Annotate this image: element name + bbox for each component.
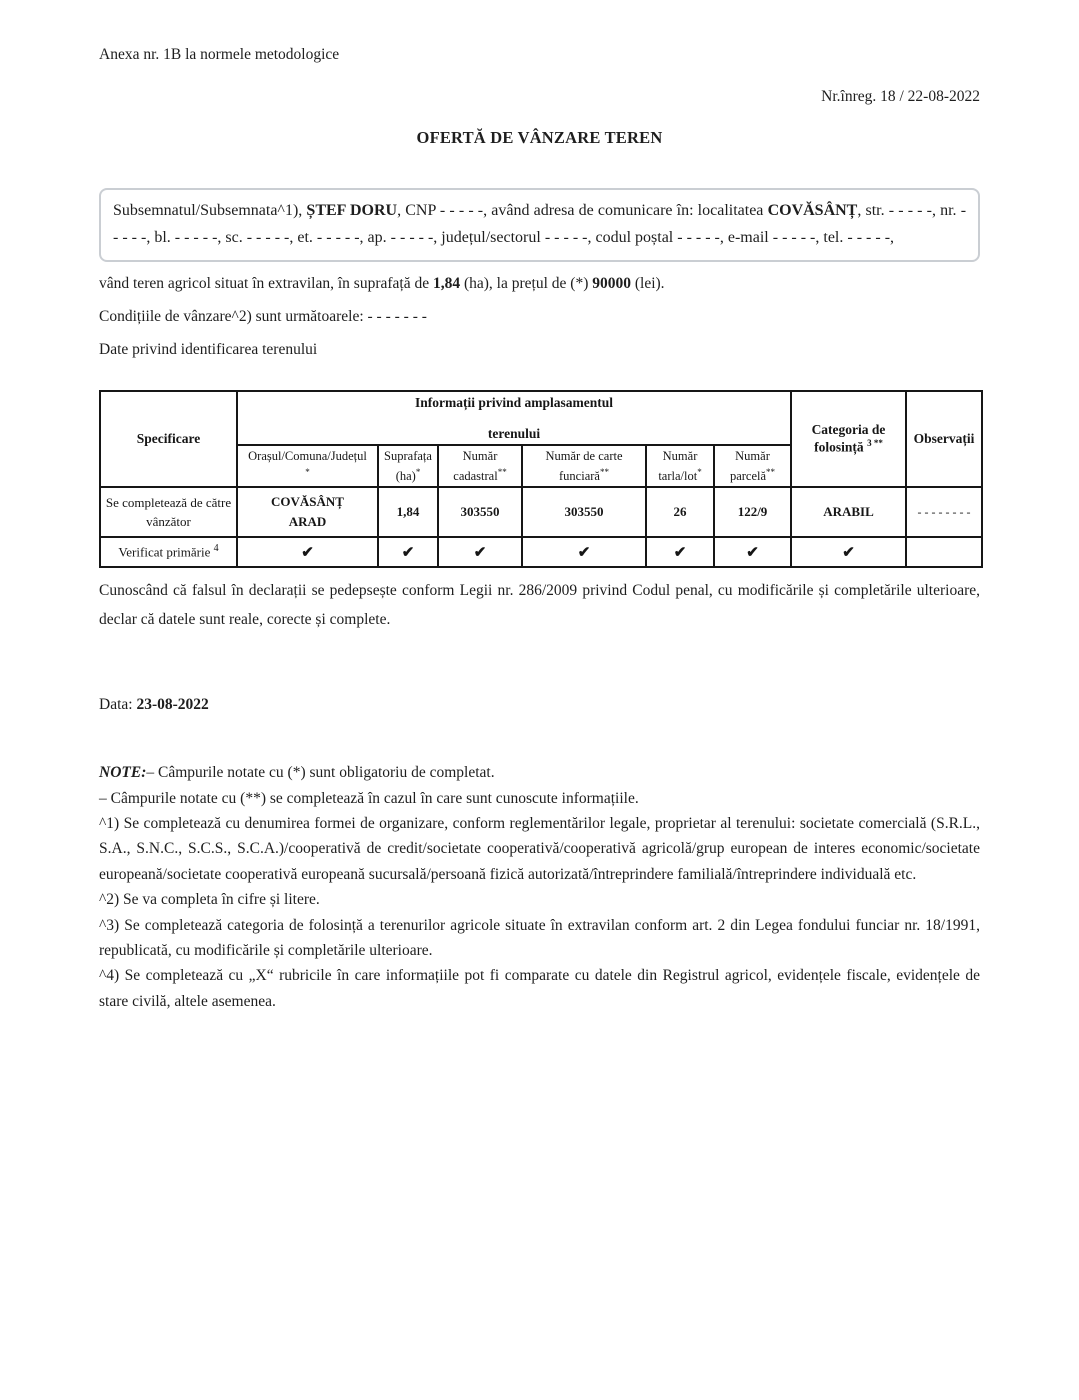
intro-seg3: , str. - - - - -, nr. - - - - -, bl. - - - - -, sc. - - - - -, et. - - - - -, ap. - - - - -, județul/sectorul - - - - -, codul poștal - - - - -, e-mail - - - - -, tel. - - - - -, <box>113 202 967 246</box>
subheader-oras-line2 <box>242 464 373 484</box>
note-4-rubrici: ^4) Se completează cu „X“ rubricile în care informațiile pot fi comparate cu datele din Registrul agricol, evidențele fiscale, evidențele de stare civilă, altele asemenea. <box>99 967 980 1010</box>
sale-seg2: (ha), la prețul de (*) <box>460 275 593 292</box>
note-1-organization: ^1) Se completează cu denumirea formei de organizare, conform reglementărilor legale, proprietar al terenului: societate comercială (S.R.L., S.A., S.N.C., S.C.S., S.C.A.)/cooperativă de credit/societate cooperativă/cooperativă agricolă/grup european de interes economic/societate europeană/societate cooperativă europeană sucursală/persoană fizică autorizată/întreprindere familială/întreprindere individuală etc. <box>99 814 980 883</box>
declarant-locality: COVĂSÂNȚ <box>767 202 858 219</box>
cell-parcela-value: 122/9 <box>714 487 791 537</box>
subheader-suprafata-superscript: * <box>415 467 421 477</box>
subheader-parcela-line1: Număr <box>735 449 770 463</box>
subheader-oras-superscript: * <box>305 467 310 477</box>
subheader-cadastral-text: cadastral <box>453 469 498 484</box>
verify-label-superscript: 4 <box>213 543 219 555</box>
subheader-cadastral-superscript: ** <box>497 467 507 477</box>
declarant-paragraph <box>113 197 966 251</box>
subheader-carte-superscript: ** <box>599 467 609 477</box>
table-header-row <box>100 391 982 445</box>
intro-seg1: Subsemnatul/Subsemnata^1), <box>113 202 307 219</box>
cell-observatii-value: - - - - - - - - <box>906 487 982 537</box>
header-info-group <box>237 391 791 445</box>
subheader-suprafata <box>378 445 438 487</box>
subheader-oras-line1: Orașul/Comuna/Județul <box>248 449 367 463</box>
declarant-box <box>99 188 980 262</box>
note-title: NOTE: <box>99 764 147 782</box>
cell-locality-line1: COVĂSÂNȚ <box>271 494 344 510</box>
header-categoria-superscript: 3 ** <box>867 438 883 449</box>
note-obligatory-text: – Câmpurile notate cu (*) sunt obligatoriu de completat. <box>146 764 495 782</box>
subheader-tarla-text: tarla/lot <box>658 469 698 484</box>
legal-declaration: Cunoscând că falsul în declarații se pedepsește conform Legii nr. 286/2009 privind Codul penal, cu modificările și completările ulterioare, declar că datele sunt reale, corecte și complete. <box>99 582 980 628</box>
land-identification-table <box>99 390 983 568</box>
cell-tarla-value: 26 <box>646 487 714 537</box>
sale-conditions: Condițiile de vânzare^2) sunt următoarele: - - - - - - - <box>99 308 427 325</box>
subheader-cadastral <box>438 445 522 487</box>
subheader-tarla <box>646 445 714 487</box>
subheader-parcela <box>714 445 791 487</box>
subheader-oras <box>237 445 378 487</box>
sale-seg1: vând teren agricol situat în extravilan, în suprafață de <box>99 275 433 292</box>
subheader-cadastral-line1: Număr <box>462 449 498 463</box>
sale-price-value: 90000 <box>592 275 631 292</box>
header-info-line2: terenului <box>487 425 541 441</box>
check-mark-parcela: ✔ <box>714 537 791 567</box>
intro-seg2: , CNP - - - - -, având adresa de comunicare în: localitatea <box>397 202 768 219</box>
document-content <box>99 0 980 1014</box>
sale-area-value: 1,84 <box>432 275 461 292</box>
cell-locality-line2: ARAD <box>288 514 327 530</box>
subheader-parcela-line2 <box>719 464 786 484</box>
check-mark-categoria: ✔ <box>791 537 906 567</box>
subheader-tarla-line2 <box>651 464 709 484</box>
date-line <box>99 696 980 714</box>
notes-section <box>99 760 980 1014</box>
subheader-tarla-line1: Număr <box>662 449 698 463</box>
subheader-suprafata-line2 <box>383 464 433 484</box>
verify-label-text: Verificat primărie <box>118 544 211 560</box>
header-categoria-text: Categoria de folosință <box>811 422 886 455</box>
header-observatii: Observații <box>906 391 982 487</box>
check-mark-tarla: ✔ <box>646 537 714 567</box>
note-optional: – Câmpurile notate cu (**) se completează în cazul în care sunt cunoscute informațiile. <box>99 789 639 807</box>
land-data-section-label: Date privind identificarea terenului <box>99 341 318 358</box>
date-label: Data: <box>99 696 137 714</box>
page-title: OFERTĂ DE VÂNZARE TEREN <box>416 128 663 147</box>
annex-label: Anexa nr. 1B la normele metodologice <box>99 46 340 63</box>
cell-carte-funciara-value: 303550 <box>522 487 646 537</box>
note-2-cifre-litere: ^2) Se va completa în cifre și litere. <box>99 891 320 909</box>
subheader-carte-line1: Număr de carte <box>545 449 623 463</box>
check-mark-locality: ✔ <box>237 537 378 567</box>
declarant-name: ȘTEF DORU <box>306 202 398 219</box>
seller-data-row <box>100 487 982 537</box>
registration-number: Nr.înreg. 18 / 22-08-2022 <box>821 88 980 105</box>
header-categoria <box>791 391 906 487</box>
check-mark-cadastral: ✔ <box>438 537 522 567</box>
cell-cadastral-value: 303550 <box>438 487 522 537</box>
subheader-parcela-text: parcelă <box>729 469 767 484</box>
note-obligatory <box>99 760 980 785</box>
cell-categoria-value: ARABIL <box>791 487 906 537</box>
header-info-line1: Informații privind amplasamentul <box>414 394 614 410</box>
subheader-carte-line2 <box>527 464 641 484</box>
subheader-suprafata-text: (ha) <box>395 469 416 484</box>
cell-locality-value <box>237 487 378 537</box>
subheader-suprafata-line1: Suprafața <box>384 449 432 463</box>
subheader-parcela-superscript: ** <box>766 467 776 477</box>
header-specificare: Specificare <box>100 391 237 487</box>
subheader-cadastral-line2 <box>443 464 517 484</box>
check-mark-area: ✔ <box>378 537 438 567</box>
subheader-carte-text: funciară <box>559 469 600 484</box>
sale-seg3: (lei). <box>630 275 665 292</box>
verify-row-label <box>100 537 237 567</box>
subheader-carte-funciara <box>522 445 646 487</box>
date-value: 23-08-2022 <box>136 696 209 714</box>
sale-sentence <box>99 271 980 297</box>
note-3-categoria: ^3) Se completează categoria de folosință a terenurilor agricole situate în extravilan conform art. 2 din Legea fondului funciar nr. 18/1991, republicată, cu modificările și completările ulterioare. <box>99 916 980 959</box>
check-cell-observatii-empty <box>906 537 982 567</box>
seller-row-label: Se completează de către vânzător <box>100 487 237 537</box>
verify-row <box>100 537 982 567</box>
subheader-tarla-superscript: * <box>697 467 702 477</box>
check-mark-carte: ✔ <box>522 537 646 567</box>
cell-area-value: 1,84 <box>378 487 438 537</box>
